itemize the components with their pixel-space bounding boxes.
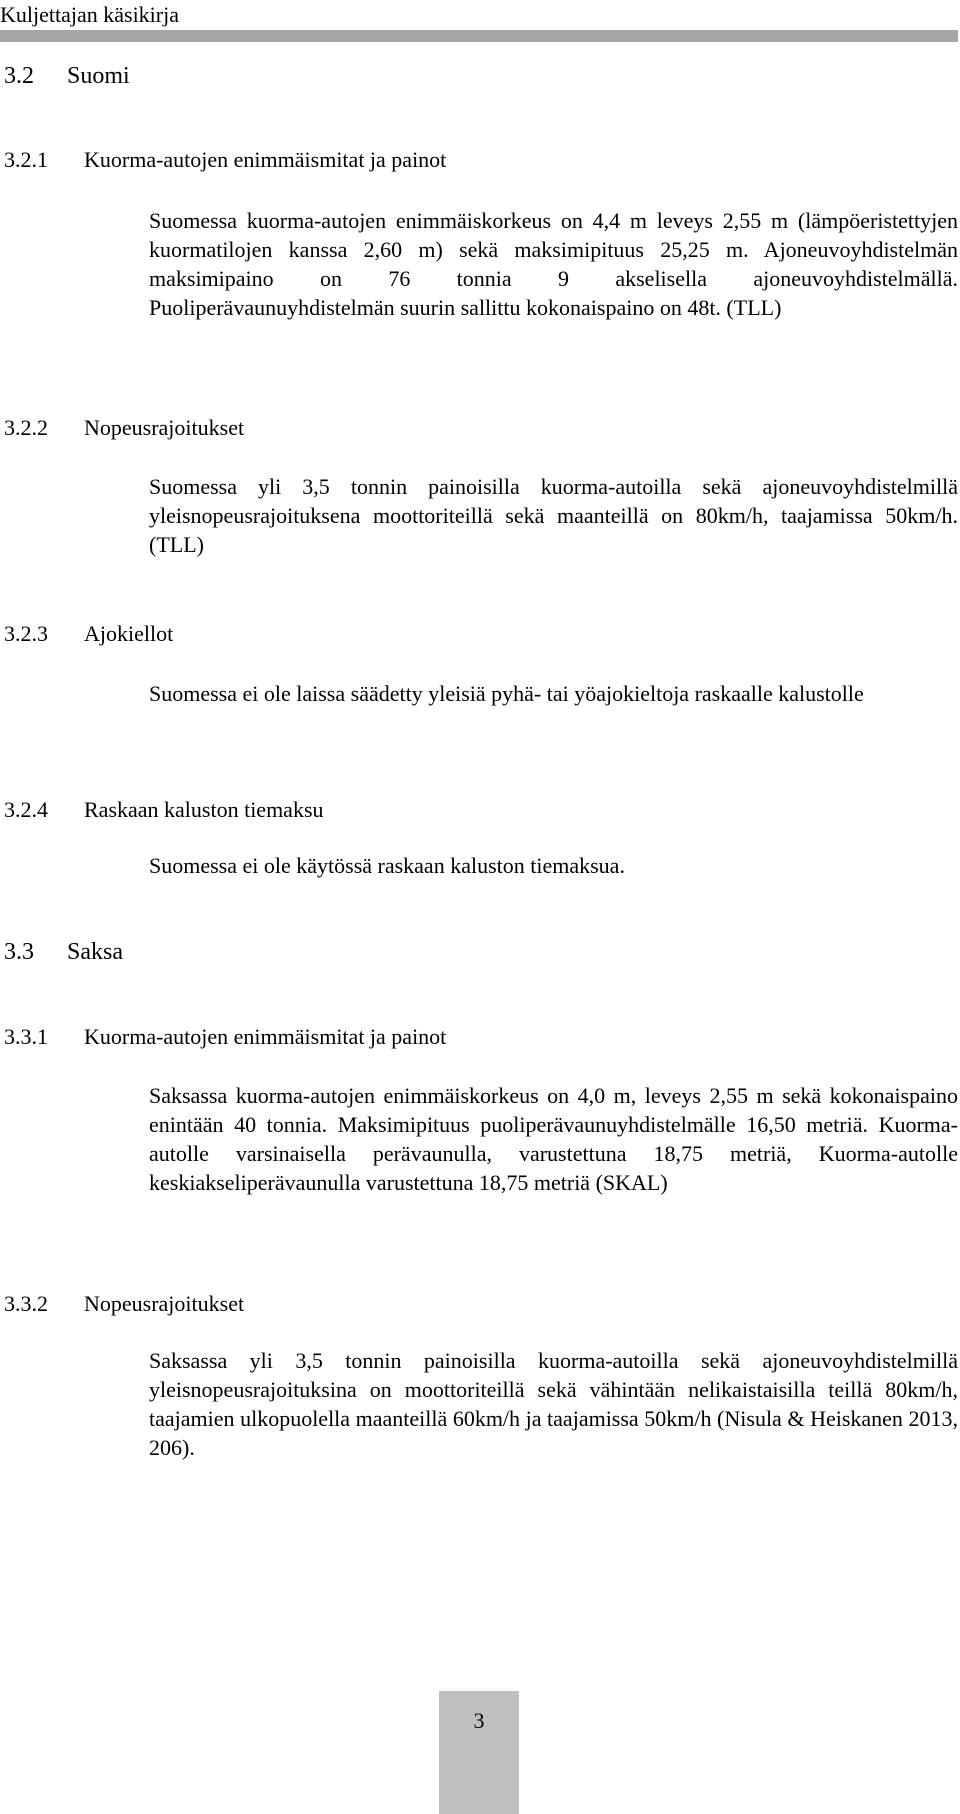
running-header bbox=[0, 0, 960, 44]
subsection-title: Nopeusrajoitukset bbox=[84, 415, 245, 440]
subsection-heading bbox=[4, 621, 173, 647]
body-paragraph: Suomessa ei ole laissa säädetty yleisiä pyhä- tai yöajokieltoja raskaalle kalustolle bbox=[149, 681, 864, 706]
section-heading bbox=[4, 938, 123, 966]
subsection-title: Raskaan kaluston tiemaksu bbox=[84, 797, 324, 822]
subsection-number: 3.2.2 bbox=[4, 415, 48, 440]
page-number-box bbox=[439, 1691, 519, 1814]
subsection-number: 3.2.1 bbox=[4, 147, 48, 172]
section-title: Suomi bbox=[67, 63, 130, 89]
subsection-number: 3.3.1 bbox=[4, 1024, 48, 1049]
body-paragraph: Suomessa ei ole käytössä raskaan kaluston tiemaksua. bbox=[149, 853, 625, 878]
subsection-heading bbox=[4, 1024, 446, 1050]
subsection-title: Kuorma-autojen enimmäismitat ja painot bbox=[84, 147, 447, 172]
body-paragraph: Saksassa yli 3,5 tonnin painoisilla kuorma-autoilla sekä ajoneuvoyhdistelmillä yleisnopeusrajoituksina on moottoriteillä sekä vähintään nelikaistaisilla teillä 80km/h, taajamien ulkopuolella maanteillä 60km/h ja taajamissa 50km/h (Nisula & Heiskanen 2013, 206). bbox=[149, 1348, 958, 1460]
subsection-heading bbox=[4, 415, 244, 441]
subsection-number: 3.3.2 bbox=[4, 1291, 48, 1316]
section-heading bbox=[4, 62, 130, 90]
document-title: Kuljettajan käsikirja bbox=[0, 2, 179, 27]
subsection-heading bbox=[4, 797, 324, 823]
body-paragraph: Suomessa yli 3,5 tonnin painoisilla kuorma-autoilla sekä ajoneuvoyhdistelmillä yleisnopeusrajoituksena moottoriteillä sekä maanteillä on 80km/h, taajamissa 50km/h. (TLL) bbox=[149, 474, 958, 557]
header-rule bbox=[0, 30, 958, 42]
subsection-heading bbox=[4, 1291, 244, 1317]
subsection-title: Nopeusrajoitukset bbox=[84, 1291, 245, 1316]
section-number: 3.2 bbox=[4, 63, 34, 89]
subsection-number: 3.2.3 bbox=[4, 621, 48, 646]
page-number: 3 bbox=[473, 1708, 485, 1733]
body-paragraph: Suomessa kuorma-autojen enimmäiskorkeus on 4,4 m leveys 2,55 m (lämpöeristettyjen kuormatilojen kanssa 2,60 m) sekä maksimipituus 25,25 m. Ajoneuvoyhdistelmän maksimipaino on 76 tonnia 9 akselisella ajoneuvoyhdistelmällä. Puoliperävaunuyhdistelmän suurin sallittu kokonaispaino on 48t. (TLL) bbox=[149, 208, 958, 320]
subsection-number: 3.2.4 bbox=[4, 797, 48, 822]
subsection-title: Kuorma-autojen enimmäismitat ja painot bbox=[84, 1024, 447, 1049]
section-title: Saksa bbox=[67, 939, 123, 965]
body-paragraph: Saksassa kuorma-autojen enimmäiskorkeus on 4,0 m, leveys 2,55 m sekä kokonaispaino enintään 40 tonnia. Maksimipituus puoliperävaunuyhdistelmälle 16,50 metriä. Kuorma-autolle varsinaisella perävaunulla, varustettuna 18,75 metriä, Kuorma-autolle keskiakseliperävaunulla varustettuna 18,75 metriä (SKAL) bbox=[149, 1083, 958, 1195]
section-number: 3.3 bbox=[4, 939, 34, 965]
subsection-title: Ajokiellot bbox=[84, 621, 174, 646]
subsection-heading bbox=[4, 147, 446, 173]
